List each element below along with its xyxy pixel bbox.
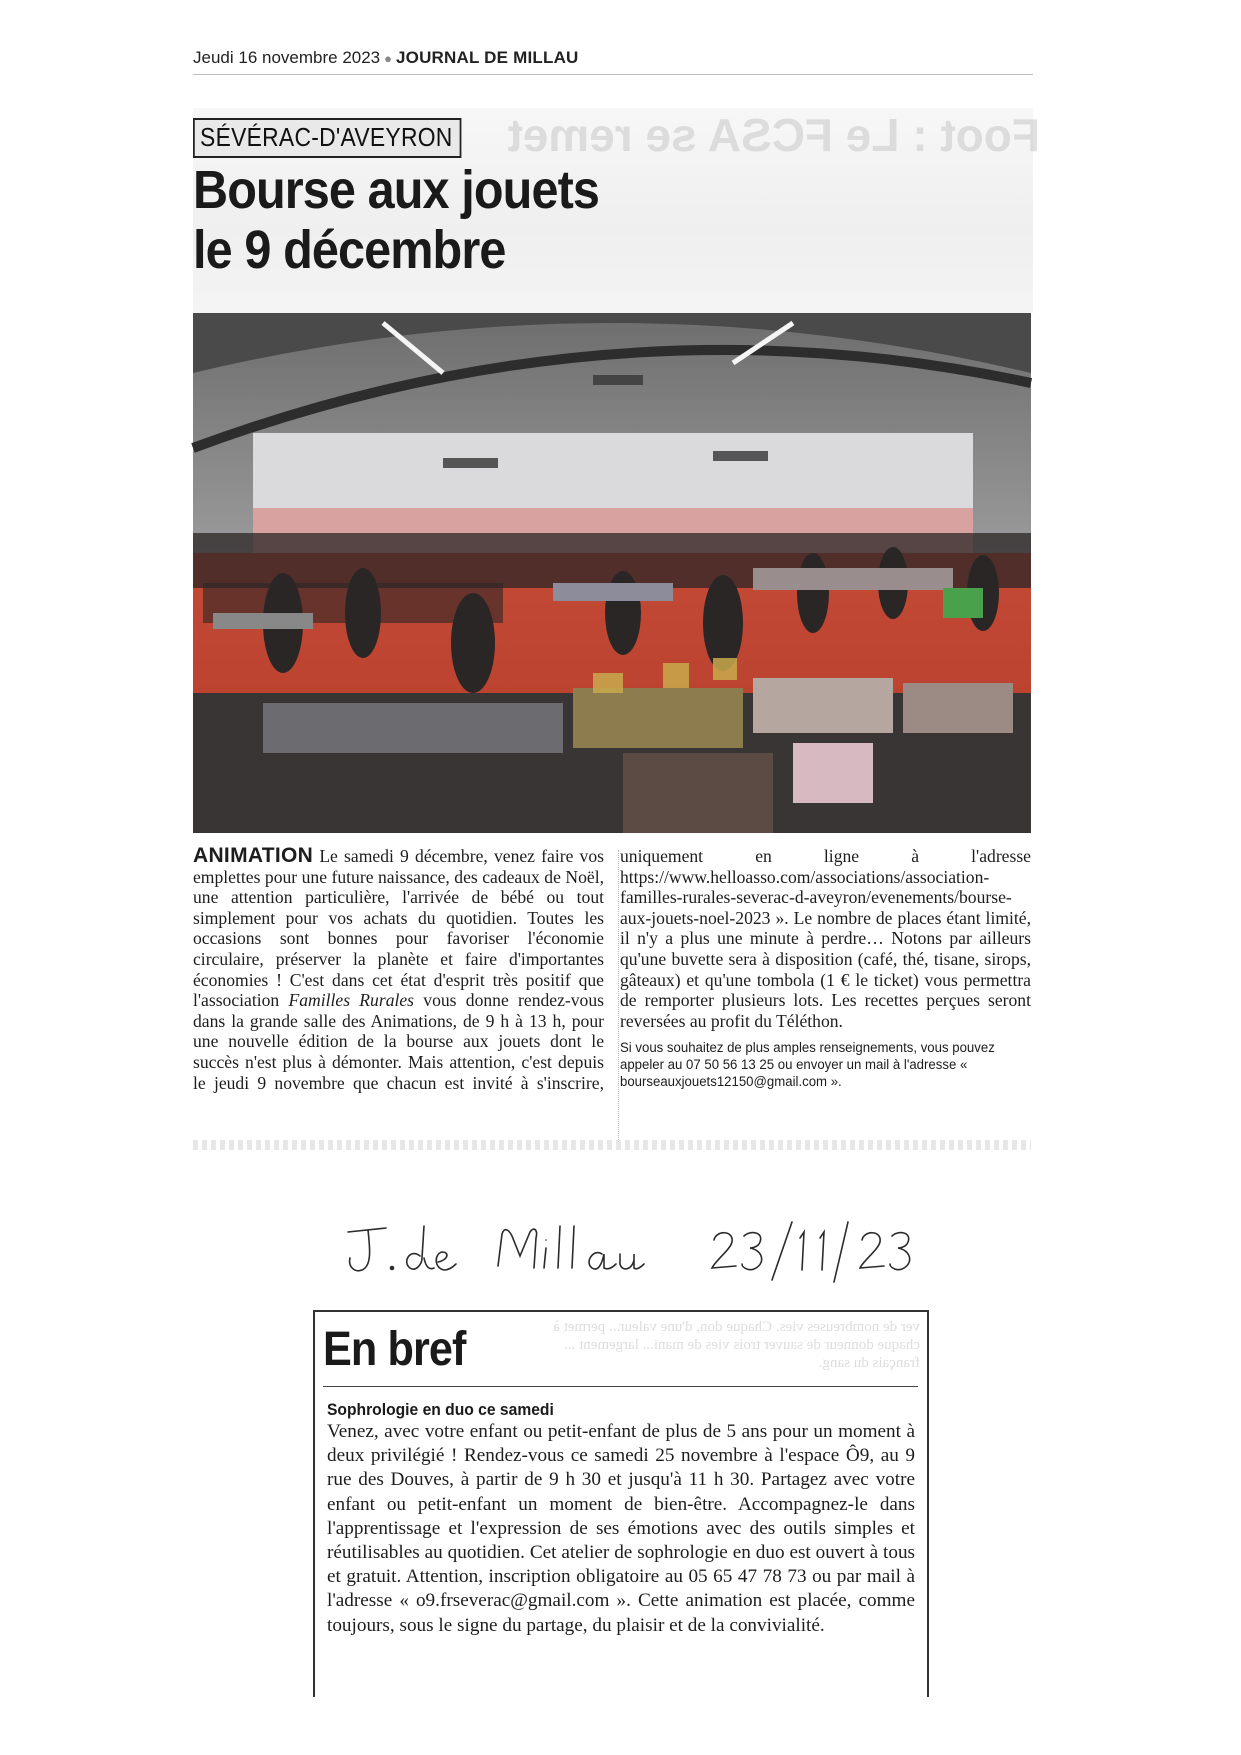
article-lead: ANIMATION (193, 844, 314, 867)
article-headline (193, 160, 697, 280)
separator-dot: ● (384, 51, 392, 66)
page-header (193, 48, 1033, 75)
headline-line-2: le 9 décembre (193, 220, 506, 280)
contact-info: Si vous souhaitez de plus amples renseignements, vous pouvez appeler au 07 50 56 13 25 ou envoyer un mail à l'adresse « bourseauxjouets12150@gmail.com ». (620, 1040, 995, 1091)
article-text-part1: Le samedi 9 décembre, venez faire vos emplettes pour une future naissance, des cadeaux de Noël, une attention particulière, l'arrivée de bébé ou tout simplement pour vos achats du quotidien. Toutes les occasions sont bonnes pour favoriser l'économie circulaire, préserver la planète et faire d'importantes économies ! C'est dans cet état d'esprit très positif que l'association (193, 846, 604, 1011)
toy-fair-photo (193, 313, 1031, 833)
brief-subtitle: Sophrologie en duo ce samedi (327, 1400, 554, 1419)
handwritten-note-image (340, 1218, 940, 1288)
headline-line-1: Bourse aux jouets (193, 160, 600, 220)
show-through-text: Foot : Le FCSA se remet (507, 109, 1040, 161)
journal-name: JOURNAL DE MILLAU (396, 48, 579, 67)
brief-title: En bref (323, 1323, 466, 1376)
brief-text: Venez, avec votre enfant ou petit-enfant de plus de 5 ans pour un moment à deux privilégié ! Rendez-vous ce samedi 25 novembre à l'espace Ô9, au 9 rue des Douves, à partir de 9 h 30 et jusqu'à 11 h 30. Partagez avec votre enfant ou petit-enfant un moment de bien-être. Accompagnez-le dans l'apprentissage et l'expression de ses émotions avec des outils simples et réutilisables au quotidien. Cet atelier de sophrologie en duo est ouvert à tous et gratuit. Attention, inscription obligatoire au 05 65 47 78 73 ou par mail à l'adresse « o9.frseverac@gmail.com ». Cette animation est placée, comme toujours, sous le signe du partage, du plaisir et de la convivialité. (327, 1421, 915, 1636)
article-body (193, 846, 1031, 1146)
hall-illustration (193, 313, 1031, 833)
association-name: Familles Rurales (288, 990, 415, 1011)
article-text-part2: vous donne rendez-vous dans la grande salle des Animations, de 9 h à 13 h, pour une nouvelle édition de la bourse aux jouets dont le succès n'est plus à démonter. Mais attention, c'est depuis le jeudi 9 novembre que chacun est invité à s'inscrire, uniquement en ligne à l'adresse https://www.helloasso.com/associations/association-familles-rurales-severac-d-aveyron/evenements/bourse-aux-jouets-noel-2023 ». Le nombre de places étant limité, il n'y a plus une minute à perdre… Notons par ailleurs qu'une buvette sera à disposition (café, thé, tisane, sirops, gâteaux) et qu'une tombola (1 € le ticket) vous permettra de remporter plusieurs lots. Les recettes perçues seront reversées au profit du Téléthon. (193, 846, 1031, 1093)
brief-rule (323, 1386, 918, 1387)
handwritten-note (340, 1218, 940, 1288)
location-kicker: SÉVÉRAC-D'AVEYRON (193, 118, 461, 158)
show-through-text: ver de nombreuses vies. Chaque don, d'une valeur... permet à chaque donneur de sauver trois vies de mani... largement ... français du sang. (553, 1319, 920, 1371)
show-through-text (193, 1140, 1031, 1150)
issue-date: Jeudi 16 novembre 2023 (193, 48, 381, 67)
